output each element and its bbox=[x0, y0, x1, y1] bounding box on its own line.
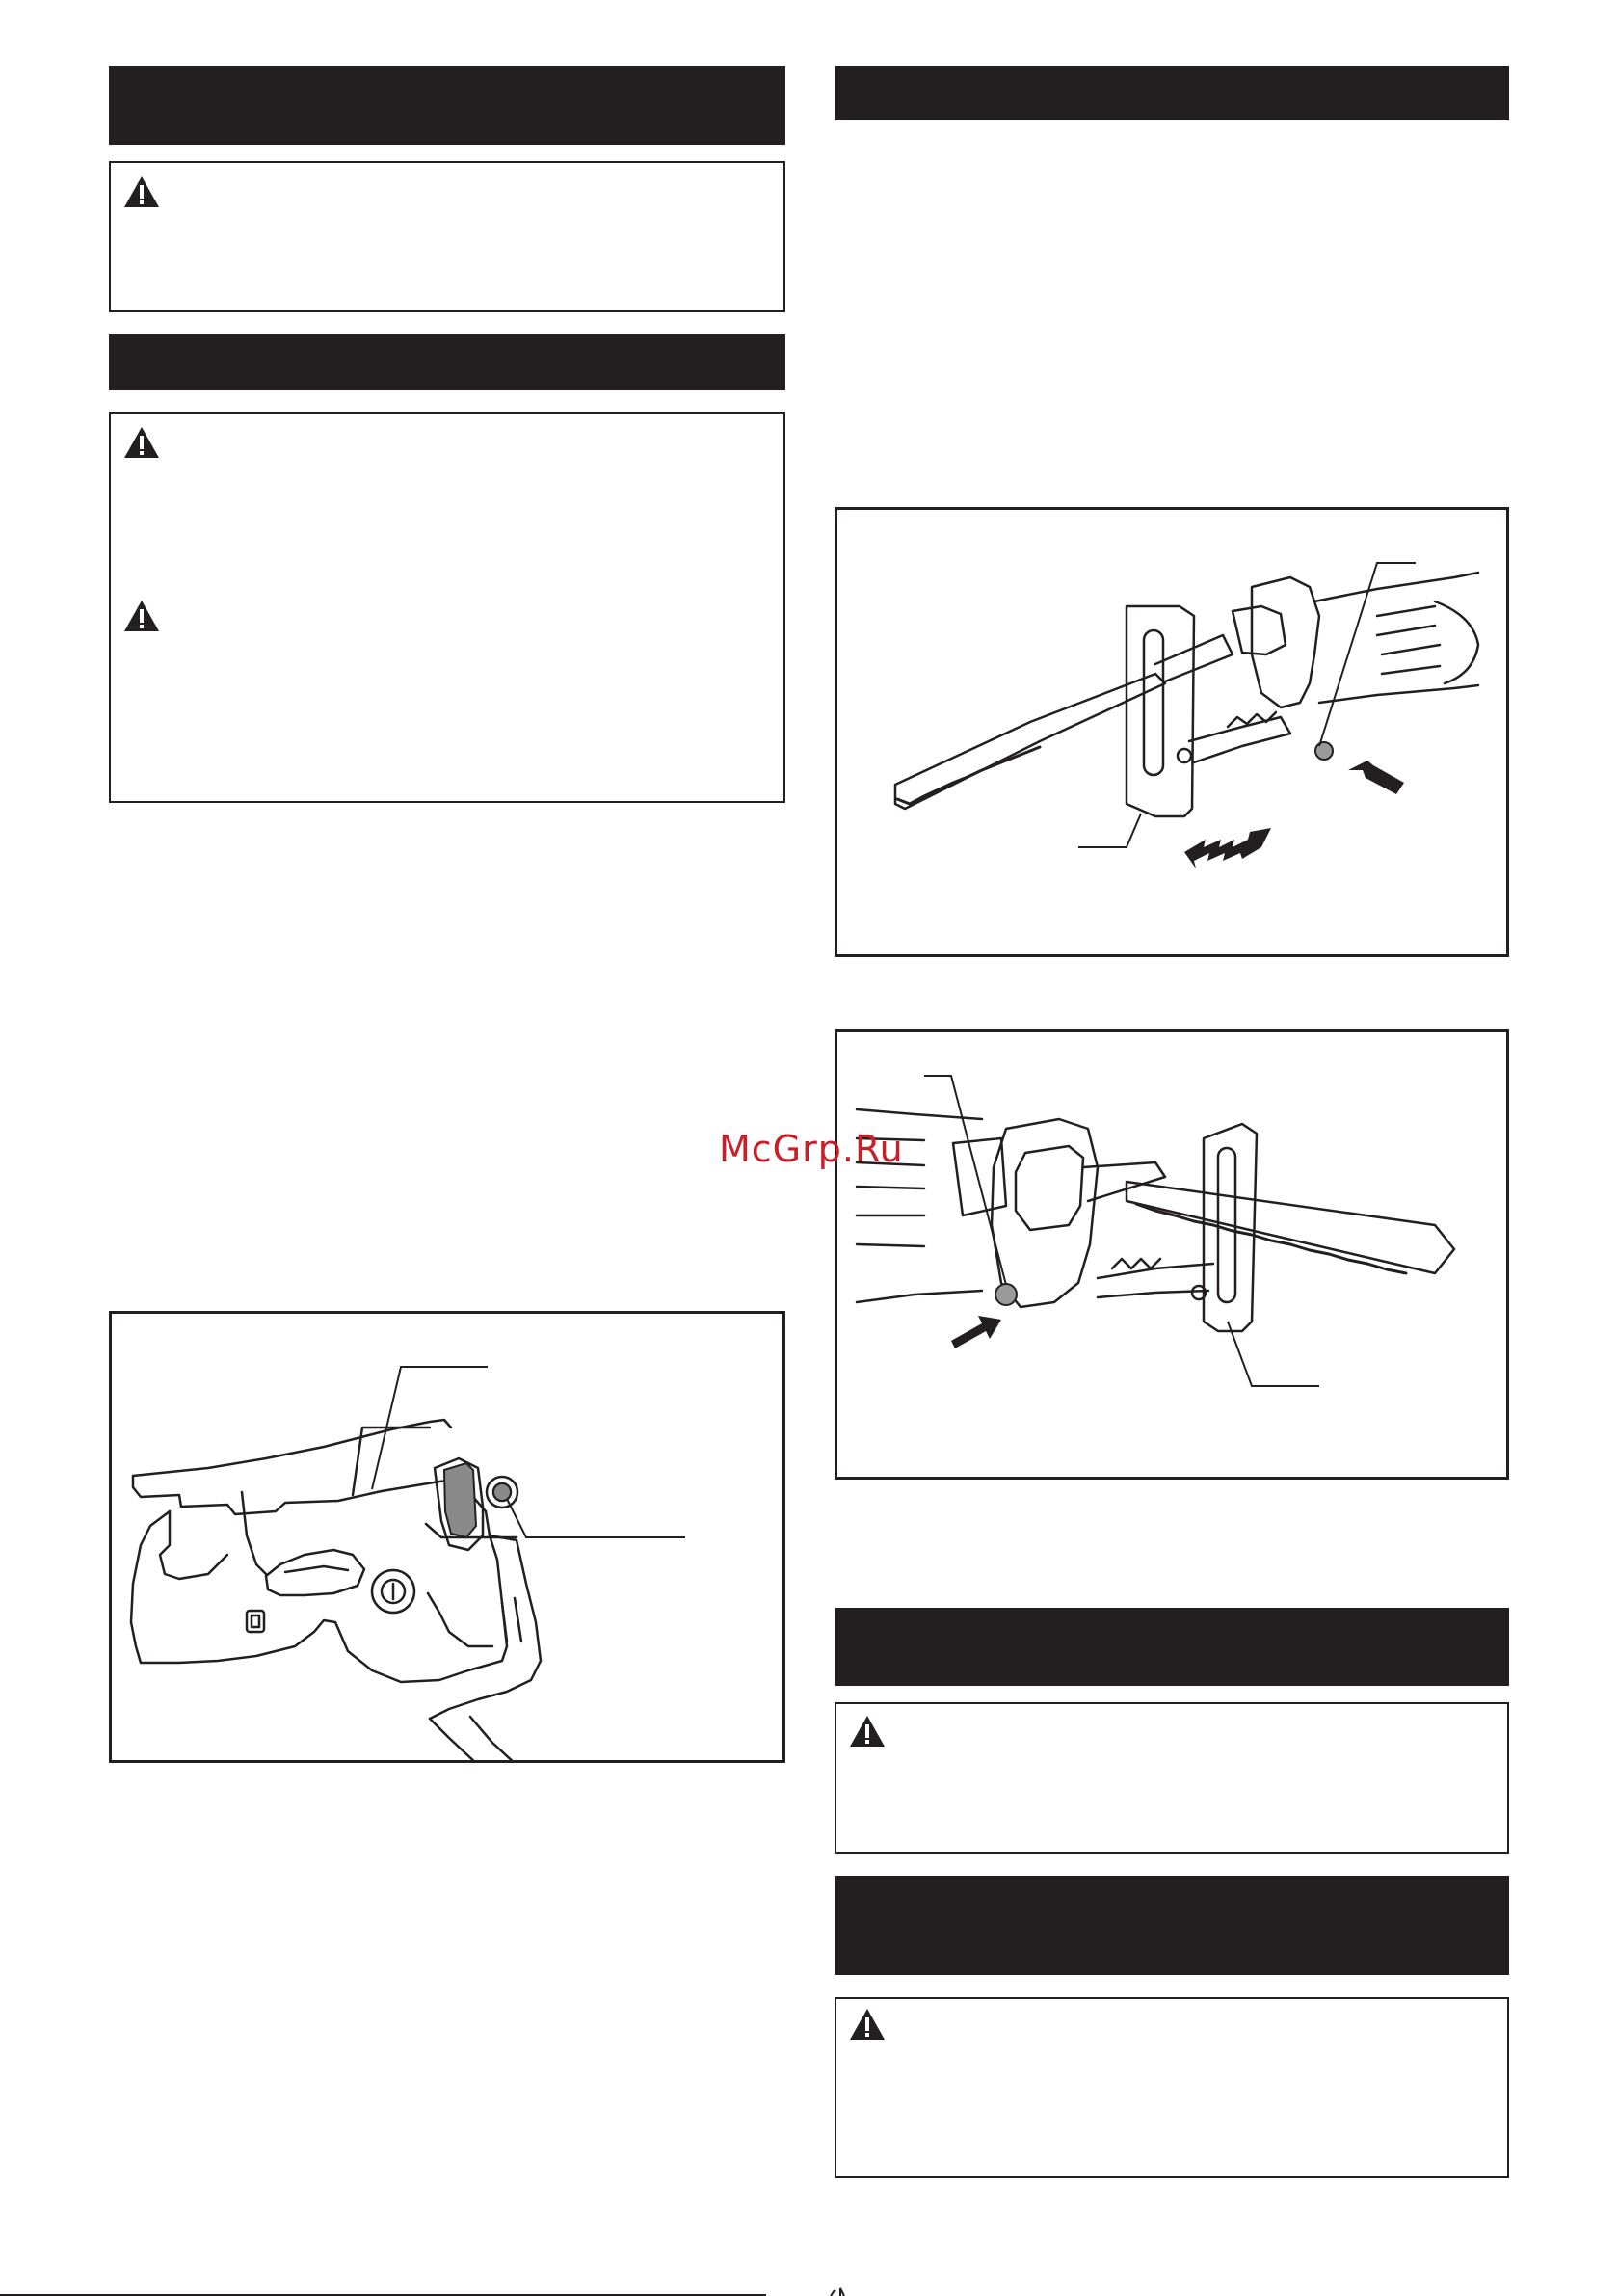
caution-box-2 bbox=[109, 412, 785, 803]
figure-shoe-adjust-2 bbox=[835, 1029, 1509, 1480]
shoe-adjust-illustration-1 bbox=[837, 510, 1509, 957]
warning-triangle-icon bbox=[122, 174, 161, 209]
caution-box-1 bbox=[109, 161, 785, 312]
section-header-bar-5 bbox=[835, 1876, 1509, 1975]
warning-triangle-icon bbox=[122, 599, 161, 633]
section-header-bar-4 bbox=[835, 1608, 1509, 1686]
section-header-bar-3 bbox=[835, 66, 1509, 120]
watermark-text: McGrp.Ru bbox=[719, 1128, 904, 1170]
saw-body-illustration bbox=[112, 1314, 785, 1763]
figure-shoe-adjust-1 bbox=[835, 507, 1509, 957]
section-header-bar-1 bbox=[109, 66, 785, 145]
figure-saw-switch bbox=[109, 1311, 785, 1763]
caution-box-4 bbox=[835, 1997, 1509, 2178]
caution-box-3 bbox=[835, 1702, 1509, 1854]
warning-triangle-icon bbox=[848, 1714, 887, 1749]
shoe-adjust-illustration-2 bbox=[837, 1032, 1509, 1480]
section-header-bar-2 bbox=[109, 334, 785, 390]
warning-triangle-icon bbox=[848, 2007, 887, 2042]
page-number-fragment bbox=[827, 2284, 856, 2296]
warning-triangle-icon bbox=[122, 425, 161, 460]
